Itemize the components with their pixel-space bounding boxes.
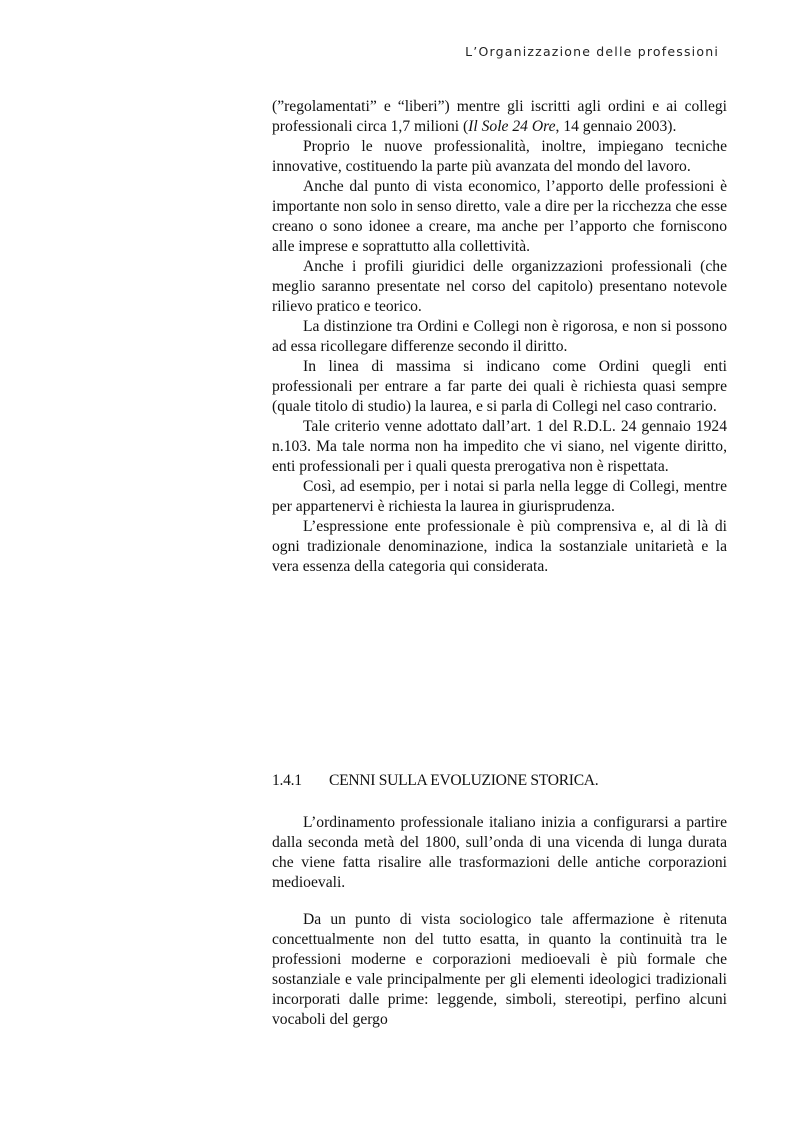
paragraph: In linea di massima si indicano come Ordini quegli enti professionali per entrare a far parte dei quali è richiesta quasi sempre (quale titolo di studio) la laurea, e si parla di Collegi nel caso contrario. (272, 358, 727, 415)
paragraph-text: , 14 gennaio 2003). (555, 118, 677, 135)
source-citation: Il Sole 24 Ore (468, 118, 556, 135)
paragraph-text: (”regolamentati” e “liberi”) mentre gli iscritti agli ordini e ai collegi professionali circa 1,7 milioni ( (272, 98, 727, 135)
paragraph: L’espressione ente professionale è più comprensiva e, al di là di ogni tradizionale denominazione, indica la sostanziale unitarietà e la vera essenza della categoria qui considerata. (272, 518, 727, 575)
paragraph: Tale criterio venne adottato dall’art. 1 del R.D.L. 24 gennaio 1924 n.103. Ma tale norma non ha impedito che vi siano, nel vigente diritto, enti professionali per i quali questa prerogativa non è rispettata. (272, 418, 727, 475)
section-text (272, 910, 727, 1030)
paragraph: Proprio le nuove professionalità, inoltre, impiegano tecniche innovative, costituendo la parte più avanzata del mondo del lavoro. (272, 138, 727, 175)
paragraph: Anche i profili giuridici delle organizzazioni professionali (che meglio saranno presentate nel corso del capitolo) presentano notevole rilievo pratico e teorico. (272, 258, 727, 315)
section-number: 1.4.1 (272, 772, 302, 789)
paragraph-continuation (272, 97, 727, 137)
paragraph: L’ordinamento professionale italiano inizia a configurarsi a partire dalla seconda metà del 1800, sull’onda di una vicenda di lunga durata che viene fatta risalire alle trasformazioni delle antiche corporazioni medioevali. (272, 814, 727, 891)
paragraph: La distinzione tra Ordini e Collegi non è rigorosa, e non si possono ad essa ricollegare differenze secondo il diritto. (272, 318, 727, 355)
running-header: L’Organizzazione delle professioni (465, 44, 719, 59)
paragraph: Anche dal punto di vista economico, l’apporto delle professioni è importante non solo in senso diretto, vale a dire per la ricchezza che esse creano o sono idonee a creare, ma anche per l’apporto che forniscono alle imprese e soprattutto alla collettività. (272, 178, 727, 255)
paragraph: Da un punto di vista sociologico tale affermazione è ritenuta concettualmente non del tutto esatta, in quanto la continuità tra le professioni moderne e corporazioni medioevali è più formale che sostanziale e vale principalmente per gli elementi ideologici tradizionali incorporati dalle prime: leggende, simboli, stereotipi, perfino alcuni vocaboli del gergo (272, 911, 727, 1028)
section-text (272, 813, 727, 893)
section-heading (272, 771, 727, 791)
section-title: CENNI SULLA EVOLUZIONE STORICA. (329, 772, 599, 789)
paragraph: Così, ad esempio, per i notai si parla nella legge di Collegi, mentre per appartenervi è richiesta la laurea in giurisprudenza. (272, 478, 727, 515)
body-text (272, 97, 727, 577)
